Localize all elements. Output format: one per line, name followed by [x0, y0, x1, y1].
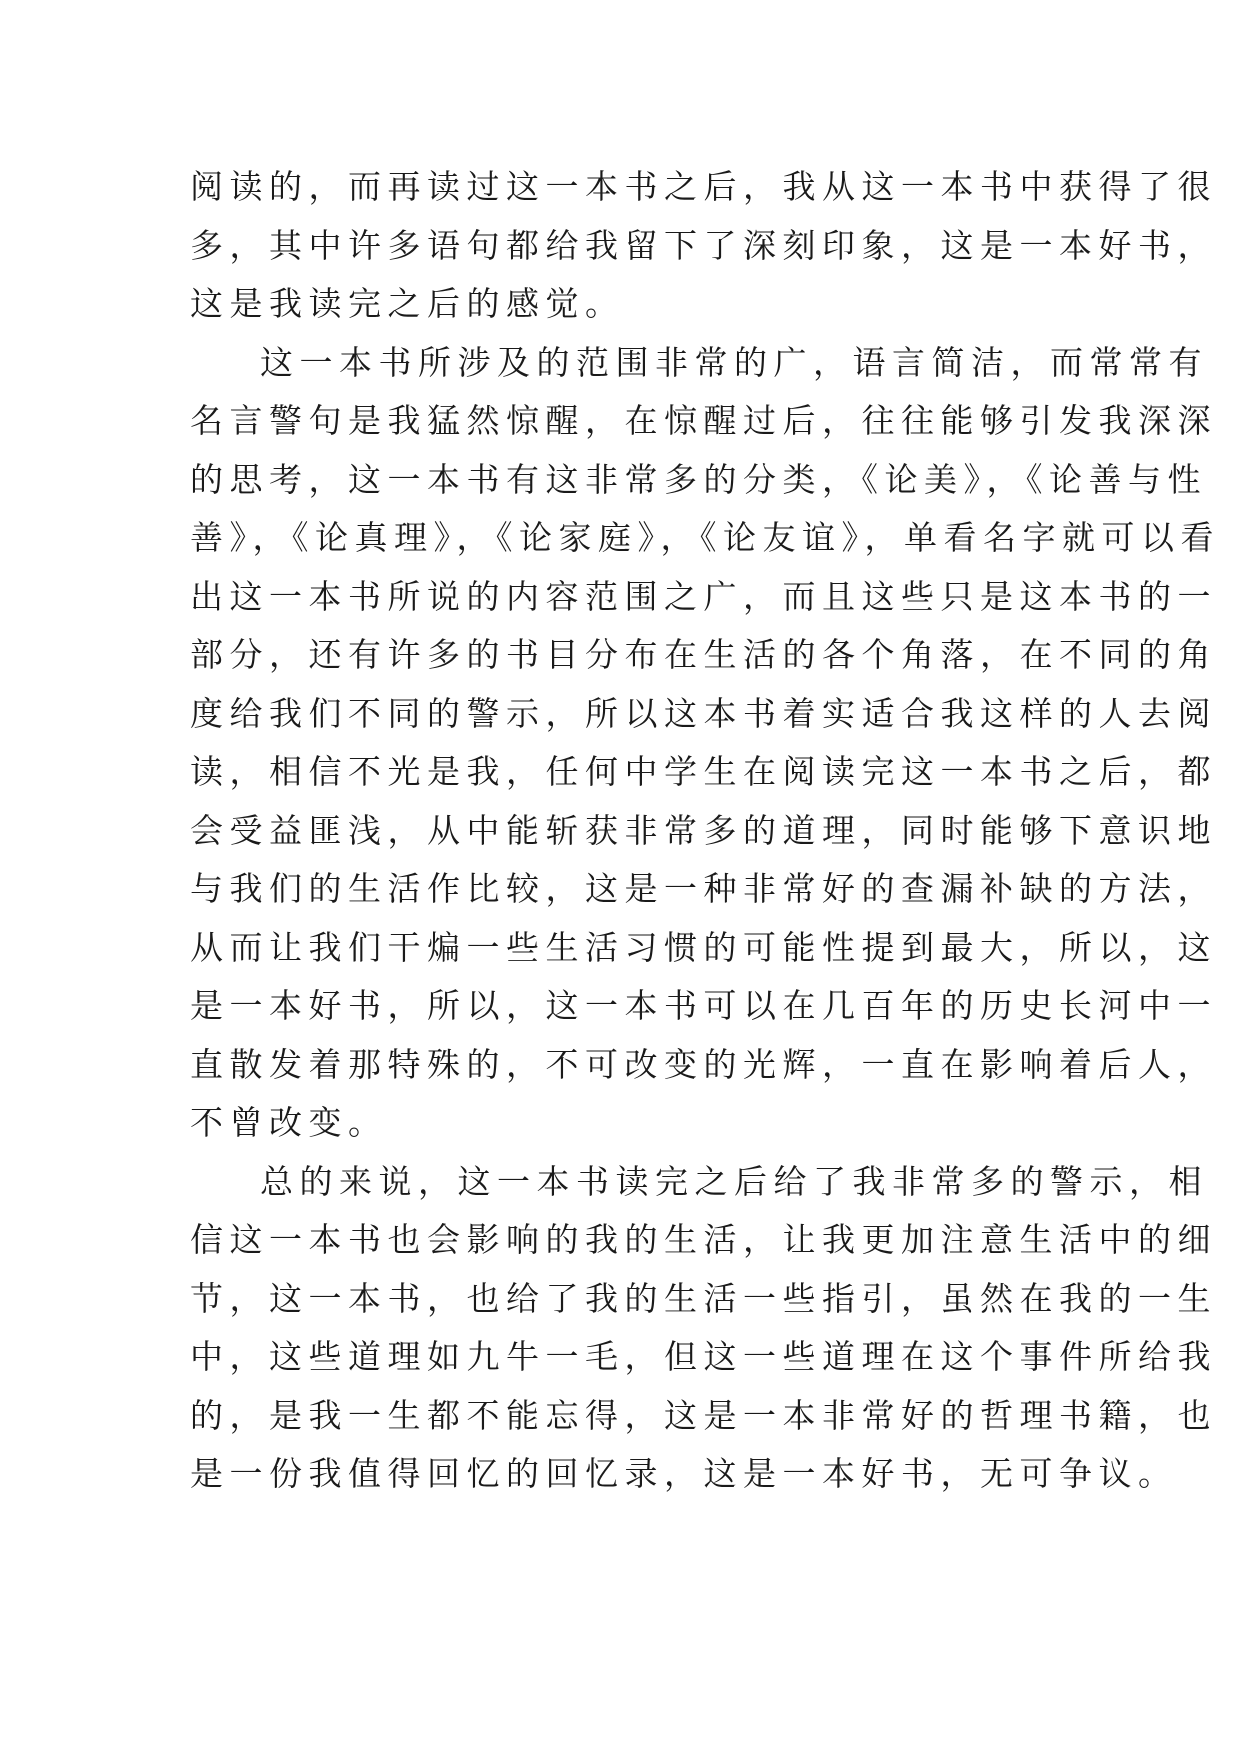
- text-line: 读，相信不光是我，任何中学生在阅读完这一本书之后，都: [190, 752, 1217, 791]
- text-line: 节，这一本书，也给了我的生活一些指引，虽然在我的一生: [190, 1278, 1217, 1318]
- text-line: 不曾改变。: [190, 1103, 388, 1142]
- text-line: 多，其中许多语句都给我留下了深刻印象，这是一本好书，: [190, 225, 1217, 265]
- text-line: 是一本好书，所以，这一本书可以在几百年的历史长河中一: [190, 986, 1217, 1025]
- text-line: 这是我读完之后的感觉。: [190, 284, 625, 323]
- text-line: 阅读的，而再读过这一本书之后，我从这一本书中获得了很: [190, 167, 1217, 206]
- text-line: 总的来说，这一本书读完之后给了我非常多的警示，相: [260, 1161, 1208, 1201]
- text-line: 与我们的生活作比较，这是一种非常好的查漏补缺的方法，: [190, 869, 1217, 908]
- text-line: 度给我们不同的警示，所以这本书着实适合我这样的人去阅: [190, 693, 1217, 733]
- text-line: 会受益匪浅，从中能斩获非常多的道理，同时能够下意识地: [190, 810, 1217, 850]
- body-text: [190, 158, 1220, 1504]
- text-line: 中，这些道理如九牛一毛，但这一些道理在这个事件所给我: [190, 1337, 1217, 1376]
- text-line: 善》，《论真理》，《论家庭》，《论友谊》，单看名字就可以看: [190, 518, 1220, 557]
- text-line: 名言警句是我猛然惊醒，在惊醒过后，往往能够引发我深深: [190, 401, 1217, 440]
- text-line: 的思考，这一本书有这非常多的分类，《论美》，《论善与性: [190, 459, 1207, 499]
- text-line: 信这一本书也会影响的我的生活，让我更加注意生活中的细: [190, 1220, 1217, 1259]
- text-line: 直散发着那特殊的，不可改变的光辉，一直在影响着后人，: [190, 1044, 1217, 1084]
- text-line: 出这一本书所说的内容范围之广，而且这些只是这本书的一: [190, 576, 1217, 616]
- text-line: 的，是我一生都不能忘得，这是一本非常好的哲理书籍，也: [190, 1395, 1217, 1435]
- paragraph-2: [190, 334, 1220, 1153]
- text-line: 部分，还有许多的书目分布在生活的各个角落，在不同的角: [190, 635, 1217, 674]
- text-line: 是一份我值得回忆的回忆录，这是一本好书，无可争议。: [190, 1454, 1178, 1493]
- text-line: 从而让我们干煸一些生活习惯的可能性提到最大，所以，这: [190, 927, 1217, 967]
- paragraph-1: [190, 158, 1217, 334]
- text-line: 这一本书所涉及的范围非常的广，语言简洁，而常常有: [260, 342, 1208, 382]
- paragraph-3: [190, 1153, 1217, 1504]
